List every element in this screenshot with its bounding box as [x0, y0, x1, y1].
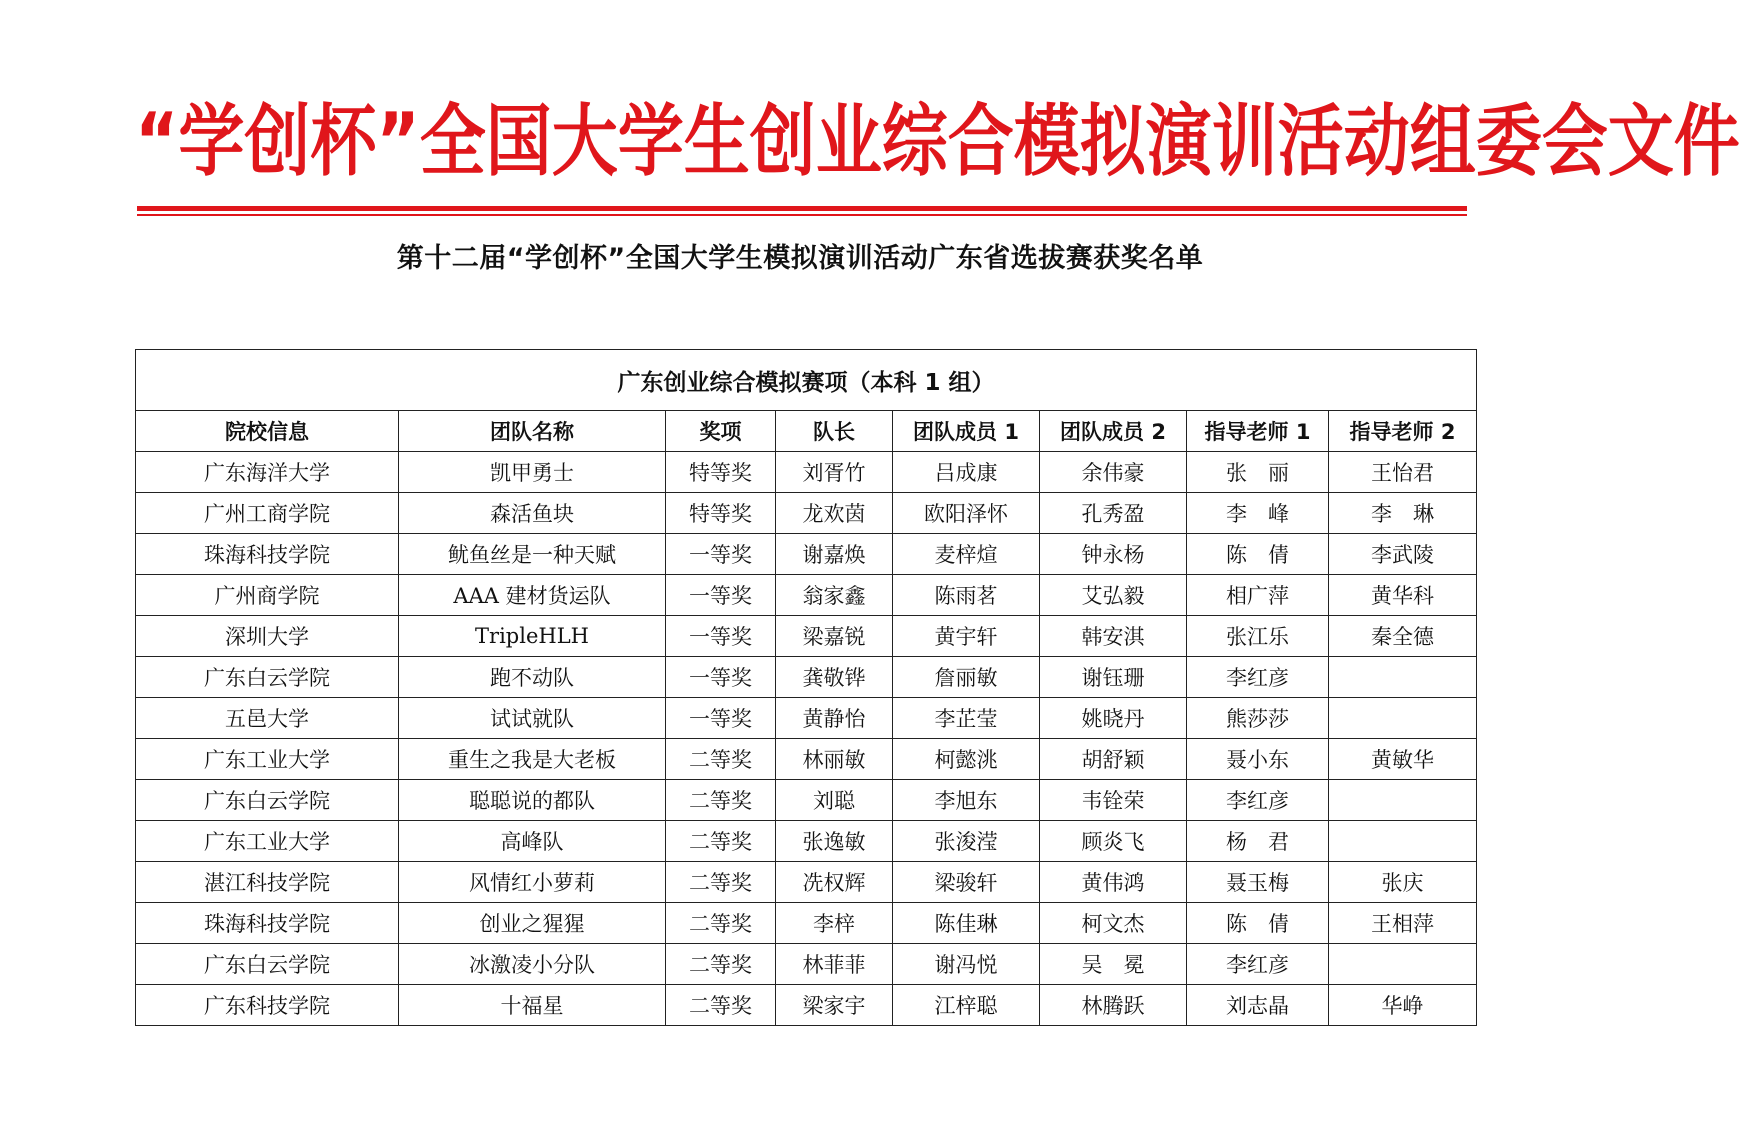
award-cell: 一等奖: [666, 534, 776, 575]
award-table: [135, 349, 1477, 1026]
advisor2-cell: 黄敏华: [1329, 739, 1477, 780]
advisor1-cell: 张 丽: [1187, 452, 1329, 493]
team-name-cell: 聪聪说的都队: [399, 780, 666, 821]
header-title-char: ”: [376, 95, 420, 187]
school-cell: 广东工业大学: [136, 821, 399, 862]
award-cell: 二等奖: [666, 780, 776, 821]
member2-cell: 黄伟鸿: [1040, 862, 1187, 903]
member1-cell: 欧阳泽怀: [893, 493, 1040, 534]
document-header-title: [135, 92, 1740, 192]
team-name-cell: 十福星: [399, 985, 666, 1026]
table-row: [136, 575, 1477, 616]
team-name-cell: 高峰队: [399, 821, 666, 862]
advisor1-cell: 聂小东: [1187, 739, 1329, 780]
table-row: [136, 739, 1477, 780]
member2-cell: 钟永杨: [1040, 534, 1187, 575]
advisor1-cell: 聂玉梅: [1187, 862, 1329, 903]
header-title-char: 杯: [310, 95, 377, 187]
header-title-char: 生: [683, 95, 750, 187]
advisor2-cell: [1329, 944, 1477, 985]
column-header: 团队成员 2: [1040, 411, 1187, 452]
advisor1-cell: 李红彦: [1187, 944, 1329, 985]
team-name-cell: 风情红小萝莉: [399, 862, 666, 903]
school-cell: 珠海科技学院: [136, 534, 399, 575]
column-header: 院校信息: [136, 411, 399, 452]
advisor2-cell: 张庆: [1329, 862, 1477, 903]
advisor2-cell: 黄华科: [1329, 575, 1477, 616]
team-name-cell: AAA 建材货运队: [399, 575, 666, 616]
team-name-cell: 跑不动队: [399, 657, 666, 698]
member1-cell: 柯懿洮: [893, 739, 1040, 780]
header-title-char: “: [135, 95, 179, 187]
award-cell: 特等奖: [666, 452, 776, 493]
school-cell: 广东白云学院: [136, 944, 399, 985]
captain-cell: 龙欢茵: [776, 493, 893, 534]
table-row: [136, 862, 1477, 903]
advisor2-cell: [1329, 657, 1477, 698]
table-row: [136, 534, 1477, 575]
captain-cell: 张逸敏: [776, 821, 893, 862]
team-name-cell: 鱿鱼丝是一种天赋: [399, 534, 666, 575]
advisor1-cell: 杨 君: [1187, 821, 1329, 862]
header-title-char: 全: [419, 95, 486, 187]
header-title-char: 文: [1607, 95, 1674, 187]
header-title-char: 合: [947, 95, 1014, 187]
captain-cell: 林菲菲: [776, 944, 893, 985]
award-cell: 特等奖: [666, 493, 776, 534]
advisor1-cell: 刘志晶: [1187, 985, 1329, 1026]
member2-cell: 胡舒颖: [1040, 739, 1187, 780]
member2-cell: 余伟豪: [1040, 452, 1187, 493]
table-row: [136, 657, 1477, 698]
column-header: 团队成员 1: [893, 411, 1040, 452]
advisor2-cell: 王相萍: [1329, 903, 1477, 944]
advisor2-cell: 秦全德: [1329, 616, 1477, 657]
school-cell: 广东白云学院: [136, 780, 399, 821]
advisor1-cell: 李红彦: [1187, 657, 1329, 698]
team-name-cell: 森活鱼块: [399, 493, 666, 534]
table-row: [136, 985, 1477, 1026]
member1-cell: 梁骏轩: [893, 862, 1040, 903]
header-title-char: 活: [1277, 95, 1344, 187]
team-name-cell: 重生之我是大老板: [399, 739, 666, 780]
school-cell: 广东白云学院: [136, 657, 399, 698]
advisor1-cell: 熊莎莎: [1187, 698, 1329, 739]
header-title-char: 学: [617, 95, 684, 187]
member1-cell: 吕成康: [893, 452, 1040, 493]
member2-cell: 韦铨荣: [1040, 780, 1187, 821]
school-cell: 广东工业大学: [136, 739, 399, 780]
member2-cell: 柯文杰: [1040, 903, 1187, 944]
member2-cell: 孔秀盈: [1040, 493, 1187, 534]
column-header: 奖项: [666, 411, 776, 452]
award-cell: 二等奖: [666, 821, 776, 862]
header-title-char: 综: [881, 95, 948, 187]
member1-cell: 江梓聪: [893, 985, 1040, 1026]
header-title-char: 演: [1145, 95, 1212, 187]
header-title-char: 创: [244, 95, 311, 187]
captain-cell: 刘胥竹: [776, 452, 893, 493]
award-cell: 一等奖: [666, 616, 776, 657]
header-title-char: 拟: [1079, 95, 1146, 187]
captain-cell: 林丽敏: [776, 739, 893, 780]
member1-cell: 李旭东: [893, 780, 1040, 821]
advisor2-cell: [1329, 698, 1477, 739]
header-title-char: 委: [1475, 95, 1542, 187]
header-title-char: 业: [815, 95, 882, 187]
header-title-char: 国: [485, 95, 552, 187]
captain-cell: 刘聪: [776, 780, 893, 821]
school-cell: 珠海科技学院: [136, 903, 399, 944]
table-row: [136, 493, 1477, 534]
header-rule-thin: [137, 214, 1467, 216]
captain-cell: 梁嘉锐: [776, 616, 893, 657]
table-body: [136, 452, 1477, 1026]
team-name-cell: 试试就队: [399, 698, 666, 739]
team-name-cell: 凯甲勇士: [399, 452, 666, 493]
table-row: [136, 452, 1477, 493]
school-cell: 五邑大学: [136, 698, 399, 739]
document-subtitle: 第十二届“学创杯”全国大学生模拟演训活动广东省选拔赛获奖名单: [396, 243, 1204, 274]
member1-cell: 麦梓煊: [893, 534, 1040, 575]
advisor1-cell: 张江乐: [1187, 616, 1329, 657]
captain-cell: 谢嘉焕: [776, 534, 893, 575]
school-cell: 广东海洋大学: [136, 452, 399, 493]
header-title-char: 组: [1409, 95, 1476, 187]
advisor2-cell: 王怡君: [1329, 452, 1477, 493]
member2-cell: 顾炎飞: [1040, 821, 1187, 862]
header-title-char: 会: [1541, 95, 1608, 187]
advisor2-cell: 华峥: [1329, 985, 1477, 1026]
team-name-cell: 创业之猩猩: [399, 903, 666, 944]
header-title-char: 件: [1673, 95, 1740, 187]
award-cell: 二等奖: [666, 944, 776, 985]
header-title-char: 训: [1211, 95, 1278, 187]
header-rule-thick: [137, 206, 1467, 211]
table-caption: 广东创业综合模拟赛项（本科 1 组）: [136, 350, 1477, 411]
column-header: 指导老师 2: [1329, 411, 1477, 452]
school-cell: 广东科技学院: [136, 985, 399, 1026]
member2-cell: 吴 冕: [1040, 944, 1187, 985]
header-title-char: 创: [749, 95, 816, 187]
header-title-char: 学: [178, 95, 245, 187]
column-header: 团队名称: [399, 411, 666, 452]
member1-cell: 詹丽敏: [893, 657, 1040, 698]
table-row: [136, 616, 1477, 657]
header-title-char: 模: [1013, 95, 1080, 187]
school-cell: 深圳大学: [136, 616, 399, 657]
award-cell: 一等奖: [666, 657, 776, 698]
school-cell: 湛江科技学院: [136, 862, 399, 903]
captain-cell: 李梓: [776, 903, 893, 944]
captain-cell: 翁家鑫: [776, 575, 893, 616]
member1-cell: 黄宇轩: [893, 616, 1040, 657]
award-cell: 二等奖: [666, 903, 776, 944]
table-row: [136, 944, 1477, 985]
award-cell: 二等奖: [666, 739, 776, 780]
member1-cell: 陈雨茗: [893, 575, 1040, 616]
award-cell: 二等奖: [666, 862, 776, 903]
table-row: [136, 780, 1477, 821]
advisor2-cell: [1329, 821, 1477, 862]
captain-cell: 龚敬铧: [776, 657, 893, 698]
header-title-char: 动: [1343, 95, 1410, 187]
member1-cell: 张浚滢: [893, 821, 1040, 862]
advisor1-cell: 陈 倩: [1187, 534, 1329, 575]
advisor1-cell: 李 峰: [1187, 493, 1329, 534]
table-row: [136, 903, 1477, 944]
advisor2-cell: 李 琳: [1329, 493, 1477, 534]
table-row: [136, 698, 1477, 739]
table-row: [136, 821, 1477, 862]
member2-cell: 艾弘毅: [1040, 575, 1187, 616]
captain-cell: 梁家宇: [776, 985, 893, 1026]
member2-cell: 姚晓丹: [1040, 698, 1187, 739]
award-cell: 二等奖: [666, 985, 776, 1026]
team-name-cell: 冰激凌小分队: [399, 944, 666, 985]
advisor1-cell: 李红彦: [1187, 780, 1329, 821]
table-caption-row: [136, 350, 1477, 411]
advisor1-cell: 相广萍: [1187, 575, 1329, 616]
award-cell: 一等奖: [666, 698, 776, 739]
column-header: 队长: [776, 411, 893, 452]
member2-cell: 韩安淇: [1040, 616, 1187, 657]
school-cell: 广州工商学院: [136, 493, 399, 534]
member1-cell: 陈佳琳: [893, 903, 1040, 944]
table-header-row: [136, 411, 1477, 452]
captain-cell: 冼权辉: [776, 862, 893, 903]
advisor2-cell: 李武陵: [1329, 534, 1477, 575]
school-cell: 广州商学院: [136, 575, 399, 616]
member2-cell: 谢钰珊: [1040, 657, 1187, 698]
advisor2-cell: [1329, 780, 1477, 821]
column-header: 指导老师 1: [1187, 411, 1329, 452]
header-title-char: 大: [551, 95, 618, 187]
member1-cell: 谢冯悦: [893, 944, 1040, 985]
member1-cell: 李芷莹: [893, 698, 1040, 739]
advisor1-cell: 陈 倩: [1187, 903, 1329, 944]
team-name-cell: TripleHLH: [399, 616, 666, 657]
award-cell: 一等奖: [666, 575, 776, 616]
member2-cell: 林腾跃: [1040, 985, 1187, 1026]
captain-cell: 黄静怡: [776, 698, 893, 739]
